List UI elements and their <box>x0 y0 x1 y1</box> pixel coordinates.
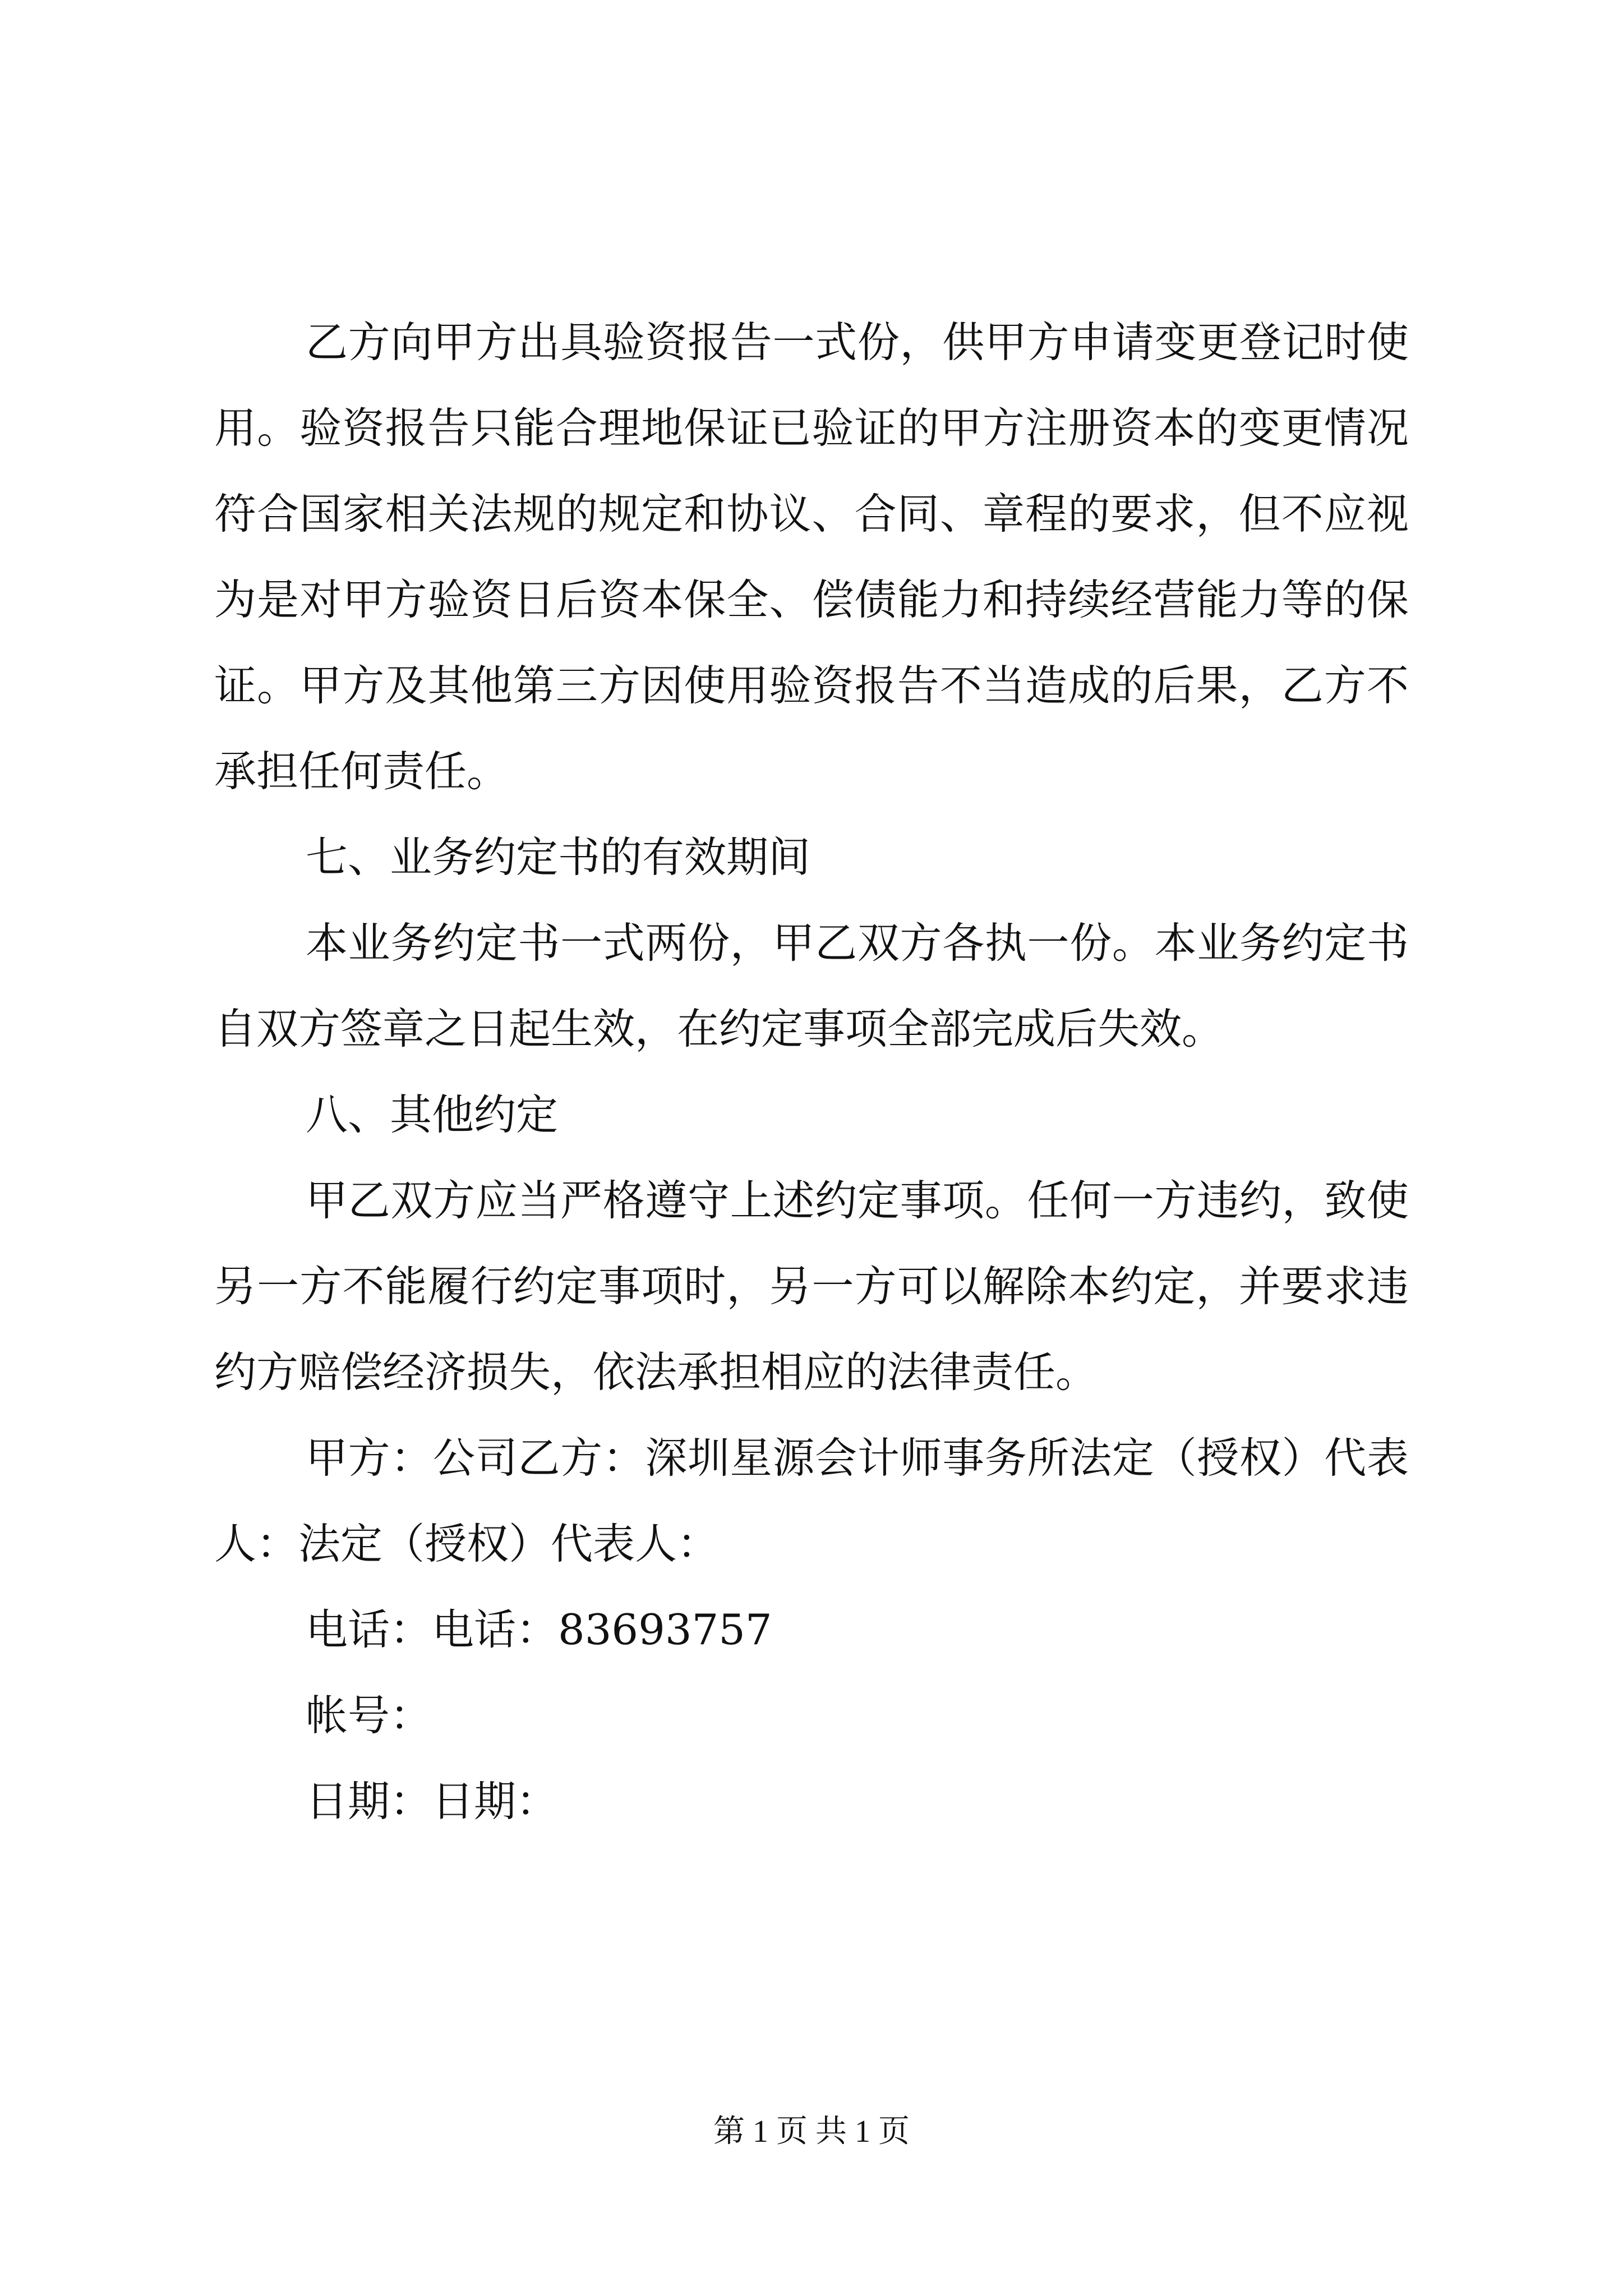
section-heading: 七、业务约定书的有效期间 <box>306 832 811 882</box>
paragraph-line: 约方赔偿经济损失，依法承担相应的法律责任。 <box>214 1347 1098 1397</box>
account-line: 帐号： <box>306 1691 432 1740</box>
signature-line: 甲方：公司乙方：深圳星源会计师事务所法定（授权）代表 <box>306 1433 1409 1483</box>
date-line: 日期：日期： <box>306 1777 559 1826</box>
paragraph-line: 为是对甲方验资日后资本保全、偿债能力和持续经营能力等的保 <box>214 575 1409 624</box>
paragraph-line: 本业务约定书一式两份，甲乙双方各执一份。本业务约定书 <box>306 918 1409 968</box>
paragraph-line: 符合国家相关法规的规定和协议、合同、章程的要求，但不应视 <box>214 489 1409 539</box>
section-heading: 八、其他约定 <box>306 1090 559 1139</box>
paragraph-line: 自双方签章之日起生效，在约定事项全部完成后失效。 <box>214 1004 1224 1053</box>
paragraph-line: 甲乙双方应当严格遵守上述约定事项。任何一方违约，致使 <box>306 1176 1409 1225</box>
phone-line: 电话：电话：83693757 <box>306 1605 772 1654</box>
paragraph-line: 承担任何责任。 <box>214 747 509 796</box>
paragraph-line: 用。验资报告只能合理地保证已验证的甲方注册资本的变更情况 <box>214 403 1409 453</box>
paragraph-line: 另一方不能履行约定事项时，另一方可以解除本约定，并要求违 <box>214 1262 1409 1311</box>
page-number-footer: 第 1 页 共 1 页 <box>713 2114 910 2149</box>
signature-line: 人：法定（授权）代表人： <box>214 1519 720 1568</box>
paragraph-line: 乙方向甲方出具验资报告一式份，供甲方申请变更登记时使 <box>306 318 1409 367</box>
paragraph-line: 证。甲方及其他第三方因使用验资报告不当造成的后果，乙方不 <box>214 661 1409 710</box>
